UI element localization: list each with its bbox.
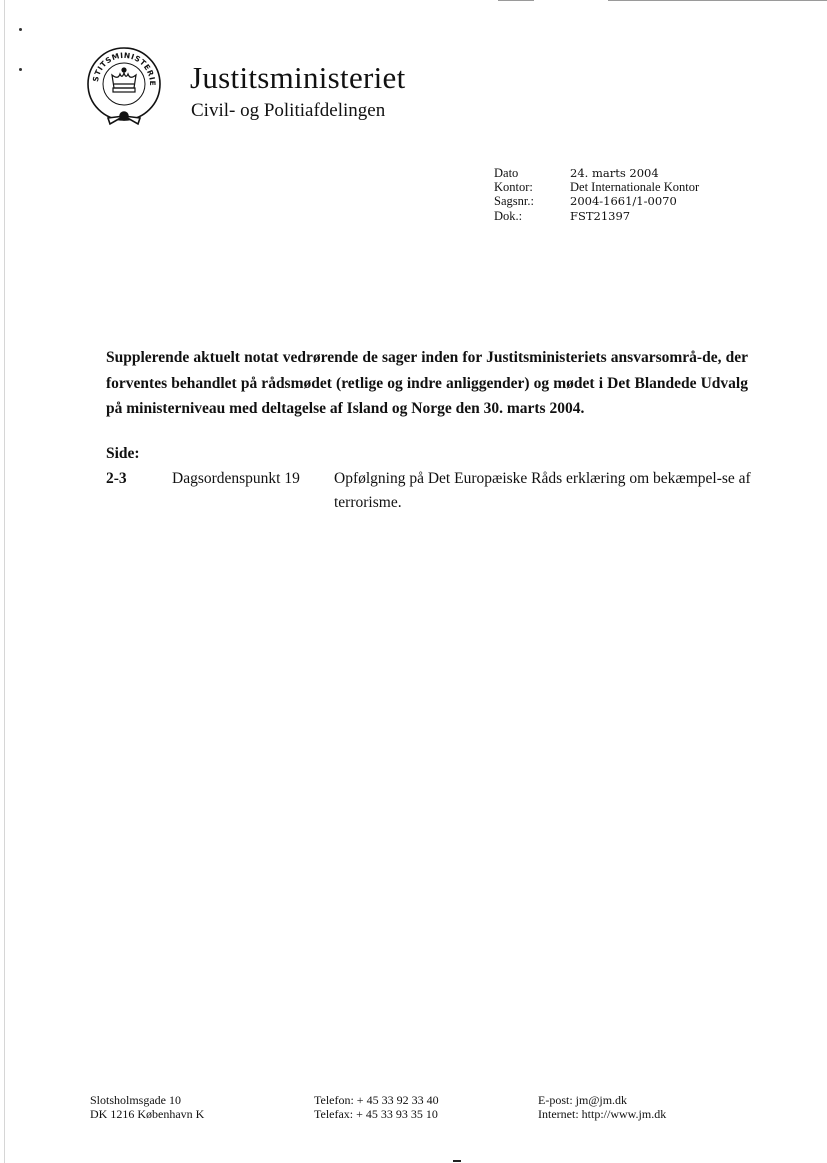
agenda-pages: 2-3 — [106, 470, 127, 487]
footer-contact — [538, 1094, 666, 1121]
ministry-title: Justitsministeriet — [190, 60, 406, 95]
subject-paragraph: Supplerende aktuelt notat vedrørende de sager inden for Justitsministeriets ansvarsområ-de, der forventes behandlet på rådsmødet (retlige og indre anliggender) og mødet i Det Blandede Udvalg på ministerniveau med deltagelse af Island og Norge den 30. marts 2004. — [106, 349, 748, 417]
ministry-seal-logo — [84, 44, 164, 128]
scan-speck — [19, 28, 22, 31]
meta-row-date — [494, 166, 699, 180]
footer-address — [90, 1094, 204, 1121]
agenda-point: Dagsordenspunkt 19 — [172, 470, 300, 487]
scan-mark — [453, 1160, 461, 1162]
meta-row-case-number — [494, 194, 699, 208]
meta-value: 2004-1661/1-0070 — [570, 194, 677, 209]
meta-value: Det Internationale Kontor — [570, 180, 700, 195]
scan-mark — [608, 0, 827, 1]
document-meta — [494, 166, 699, 223]
fax-number: Telefax: + 45 33 93 35 10 — [314, 1106, 438, 1121]
meta-value: 24. marts 2004 — [570, 166, 659, 180]
crown-seal-icon — [84, 44, 164, 128]
meta-label: Kontor: — [494, 180, 533, 195]
svg-text:JUSTITSMINISTERIET: STITSMINISTERIE — [91, 50, 158, 87]
department-name: Civil- og Politiafdelingen — [191, 100, 386, 121]
scan-edge — [4, 0, 5, 1163]
meta-label: Dok.: — [494, 208, 523, 223]
scan-speck — [19, 68, 22, 71]
address-city: DK 1216 København K — [90, 1106, 205, 1121]
email-address: E-post: jm@jm.dk — [538, 1093, 628, 1107]
agenda-description: Opfølgning på Det Europæiske Råds erklæring om bekæmpel-se af terrorisme. — [334, 470, 751, 511]
footer-phone — [314, 1094, 439, 1121]
phone-number: Telefon: + 45 33 92 33 40 — [314, 1093, 439, 1107]
meta-label: Sagsnr.: — [494, 194, 534, 209]
website-address: Internet: http://www.jm.dk — [538, 1106, 667, 1121]
meta-row-document — [494, 209, 699, 223]
scan-mark — [498, 0, 534, 1]
meta-label: Dato — [494, 166, 519, 180]
address-street: Slotsholmsgade 10 — [90, 1093, 182, 1107]
side-heading: Side: — [106, 445, 140, 462]
meta-value: FST21397 — [570, 208, 631, 223]
meta-row-office — [494, 180, 699, 194]
